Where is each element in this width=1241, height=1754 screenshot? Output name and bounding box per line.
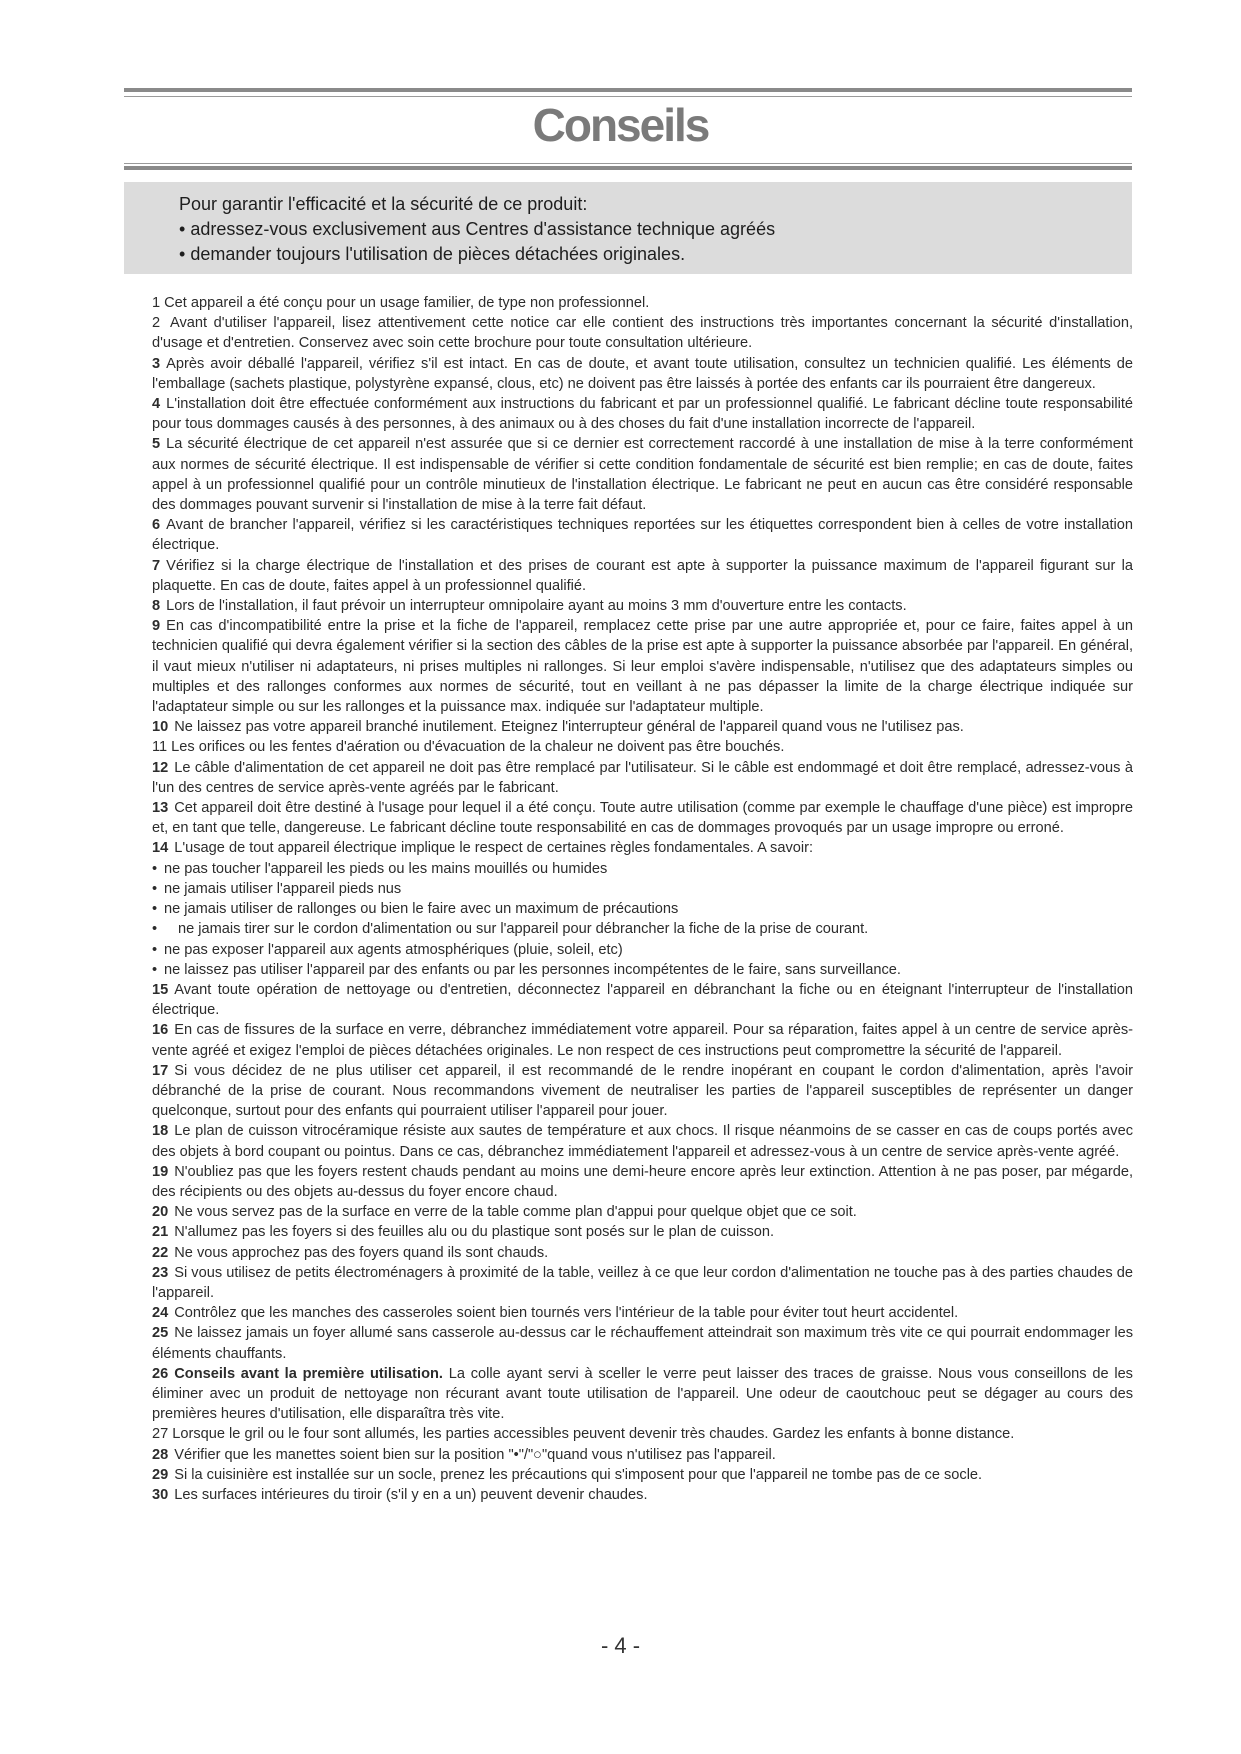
list-item: 5 La sécurité électrique de cet appareil n'est assurée que si ce dernier est correctement raccordé à une installation de mise à la terre conformément aux normes de sécurité électrique. Il est indispensable de vérifier si cette condition fondamentale de sécurité est bien remplie; en cas de doute, faites appel à un professionnel qualifié pour un contrôle minutieux de l'installation électrique. Le fabricant ne peut en aucun cas être considéré responsable des dommages pouvant survenir si l'installation de mise à la terre fait défaut. xyxy=(152,436,1133,514)
list-item: 18 Le plan de cuisson vitrocéramique résiste aux sautes de température et aux chocs. Il risque néanmoins de se casser en cas de coups portés avec des objets à bord coupant ou pointus. Dans ce cas, débranchez immédiatement l'appareil et adressez-vous à un centre de service après-vente agréé. xyxy=(152,1123,1133,1160)
list-item: 13 Cet appareil doit être destiné à l'usage pour lequel il a été conçu. Toute autre utilisation (comme par exemple le chauffage d'une pièce) est impropre et, en tant que telle, dangereuse. Le fabricant décline toute responsabilité en cas de dommages provoqués par un usage impropre ou erroné. xyxy=(152,800,1133,837)
list-item: 21 N'allumez pas les foyers si des feuilles alu ou du plastique sont posés sur le plan de cuisson. xyxy=(152,1224,775,1241)
list-item: 25 Ne laissez jamais un foyer allumé sans casserole au-dessus car le réchauffement atteindrait son maximum très vite ce qui pourrait endommager les éléments chauffants. xyxy=(152,1325,1133,1362)
header-rule-thick xyxy=(124,88,1132,92)
intro-bullet-text: demander toujours l'utilisation de pièces détachées originales. xyxy=(190,244,686,264)
sub-rule: • ne jamais utiliser de rallonges ou bien le faire avec un maximum de précautions xyxy=(152,901,679,918)
item-bold-heading: Conseils avant la première utilisation. xyxy=(174,1365,443,1382)
list-item: 27 Lorsque le gril ou le four sont allumés, les parties accessibles peuvent devenir très chaudes. Gardez les enfants à bonne distance. xyxy=(152,1426,1015,1443)
list-item: 23 Si vous utilisez de petits électroménagers à proximité de la table, veillez à ce que leur cordon d'alimentation ne touche pas à des parties chaudes de l'appareil. xyxy=(152,1264,1133,1301)
list-item: 2 Avant d'utiliser l'appareil, lisez attentivement cette notice car elle contient des instructions très importantes concernant la sécurité d'installation, d'usage et d'entretien. Conservez avec soin cette brochure pour toute consultation ultérieure. xyxy=(152,315,1133,352)
intro-bullet-text: adressez-vous exclusivement aus Centres d'assistance technique agréés xyxy=(190,219,776,239)
sub-rule: • ne pas exposer l'appareil aux agents atmosphériques (pluie, soleil, etc) xyxy=(152,941,623,958)
list-item: 1 Cet appareil a été conçu pour un usage familier, de type non professionnel. xyxy=(152,295,650,311)
sub-rule: • ne jamais utiliser l'appareil pieds nus xyxy=(152,880,402,897)
bullet-glyph: • xyxy=(179,219,186,239)
list-item: 9 En cas d'incompatibilité entre la prise et la fiche de l'appareil, remplacez cette prise par une autre appropriée et, pour ce faire, faites appel à un technicien qualifié qui devra également vérifier si la section des câbles de la prise est apte à supporter la puissance absorbée par l'appareil. En général, il vaut mieux n'utiliser ni adaptateurs, ni prises multiples ni rallonges. Si leur emploi s'avère indispensable, n'utilisez que des adaptateurs simples ou multiples et des rallonges conformes aux normes de sécurité, tout en veillant à ne pas dépasser la limite de la charge électrique indiquée sur l'adaptateur simple ou sur les rallonges et la puissance max. indiquée sur l'adaptateur multiple. xyxy=(152,618,1133,716)
title-rule-thick xyxy=(124,166,1132,170)
list-item: 22 Ne vous approchez pas des foyers quand ils sont chauds. xyxy=(152,1244,549,1261)
page-number: - 4 - xyxy=(600,1633,641,1658)
list-item: 26 Conseils avant la première utilisation. La colle ayant servi à sceller le verre peut laisser des traces de graisse. Nous vous conseillons de les éliminer avec un produit de nettoyage non récurant avant toute utilisation de l'appareil. Une odeur de caoutchouc peut se dégager au cours des premières heures d'utilisation, elle disparaîtra très vite. xyxy=(152,1365,1133,1423)
intro-bullet xyxy=(179,242,1132,267)
list-item: 8 Lors de l'installation, il faut prévoir un interrupteur omnipolaire ayant au moins 3 mm d'ouverture entre les contacts. xyxy=(152,598,907,615)
title-rule-thin xyxy=(124,163,1132,164)
list-item: 11 Les orifices ou les fentes d'aération ou d'évacuation de la chaleur ne doivent pas être bouchés. xyxy=(152,739,785,756)
list-item: 30 Les surfaces intérieures du tiroir (s'il y en a un) peuvent devenir chaudes. xyxy=(152,1486,648,1503)
sub-rule: • ne laissez pas utiliser l'appareil par des enfants ou par les personnes incompétentes de le faire, sans surveillance. xyxy=(152,961,901,978)
list-item: 19 N'oubliez pas que les foyers restent chauds pendant au moins une demi-heure encore après leur extinction. Attention à ne pas poser, par mégarde, des récipients ou des objets au-dessus du foyer encore chaud. xyxy=(152,1163,1133,1200)
list-item: 16 En cas de fissures de la surface en verre, débranchez immédiatement votre appareil. Pour sa réparation, faites appel à un centre de service après-vente agréé et exigez l'emploi de pièces détachées originales. Le non respect de ces instructions peut compromettre la sécurité de l'appareil. xyxy=(152,1022,1133,1059)
list-item: 6 Avant de brancher l'appareil, vérifiez si les caractéristiques techniques reportées sur les étiquettes correspondent bien à celles de votre installation électrique. xyxy=(152,517,1133,554)
list-item: 12 Le câble d'alimentation de cet appareil ne doit pas être remplacé par l'utilisateur. Si le câble est endommagé et doit être remplacé, adressez-vous à l'un des centres de service après-vente agréés par le fabricant. xyxy=(152,759,1133,796)
list-item: 20 Ne vous servez pas de la surface en verre de la table comme plan d'appui pour quelque objet que ce soit. xyxy=(152,1204,857,1221)
intro-box xyxy=(124,182,1132,274)
list-item: 28 Vérifier que les manettes soient bien sur la position "•"/"○"quand vous n'utilisez pas l'appareil. xyxy=(152,1446,776,1463)
list-item: 29 Si la cuisinière est installée sur un socle, prenez les précautions qui s'imposent pour que l'appareil ne tombe pas de ce socle. xyxy=(152,1466,983,1483)
page-title: Conseils xyxy=(532,99,709,151)
list-item: 17 Si vous décidez de ne plus utiliser cet appareil, il est recommandé de le rendre inopérant en coupant le cordon d'alimentation, après l'avoir débranché de la prise de courant. Nous recommandons vivement de neutraliser les parties de l'appareil susceptibles de représenter un danger quelconque, surtout pour des enfants qui pourraient utiliser l'appareil pour jouer. xyxy=(152,1062,1133,1120)
sub-rule: • ne pas toucher l'appareil les pieds ou les mains mouillés ou humides xyxy=(152,860,608,877)
list-item: 14 L'usage de tout appareil électrique implique le respect de certaines règles fondamentales. A savoir: xyxy=(152,840,814,857)
list-item: 24 Contrôlez que les manches des casseroles soient bien tournés vers l'intérieur de la table pour éviter tout heurt accidentel. xyxy=(152,1305,959,1322)
list-item: 4 L'installation doit être effectuée conformément aux instructions du fabricant et par un professionnel qualifié. Le fabricant décline toute responsabilité pour tous dommages causés à des personnes, à des animaux ou à des choses du fait d'une installation incorrecte de l'appareil. xyxy=(152,396,1133,433)
list-item: 15 Avant toute opération de nettoyage ou d'entretien, déconnectez l'appareil en débranchant la fiche ou en éteignant l'interrupteur de l'installation électrique. xyxy=(152,981,1133,1019)
advice-list xyxy=(152,293,1133,1505)
intro-bullet xyxy=(179,217,1132,242)
sub-rule: • ne jamais tirer sur le cordon d'alimentation ou sur l'appareil pour débrancher la fiche de la prise de courant. xyxy=(152,921,869,938)
header-rule-thin xyxy=(124,96,1132,97)
bullet-glyph: • xyxy=(179,244,186,264)
list-item: 10 Ne laissez pas votre appareil branché inutilement. Eteignez l'interrupteur général de l'appareil quand vous ne l'utilisez pas. xyxy=(152,719,964,736)
intro-lead: Pour garantir l'efficacité et la sécurité de ce produit: xyxy=(179,194,588,214)
list-item: 3 Après avoir déballé l'appareil, vérifiez s'il est intact. En cas de doute, et avant toute utilisation, consultez un technicien qualifié. Les éléments de l'emballage (sachets plastique, polystyrène expansé, clous, etc) ne doivent pas être laissés à portée des enfants car ils pourraient être dangereux. xyxy=(152,355,1133,392)
list-item: 7 Vérifiez si la charge électrique de l'installation et des prises de courant est apte à supporter la puissance maximum de l'appareil figurant sur la plaquette. En cas de doute, faites appel à un professionnel qualifié. xyxy=(152,557,1133,594)
